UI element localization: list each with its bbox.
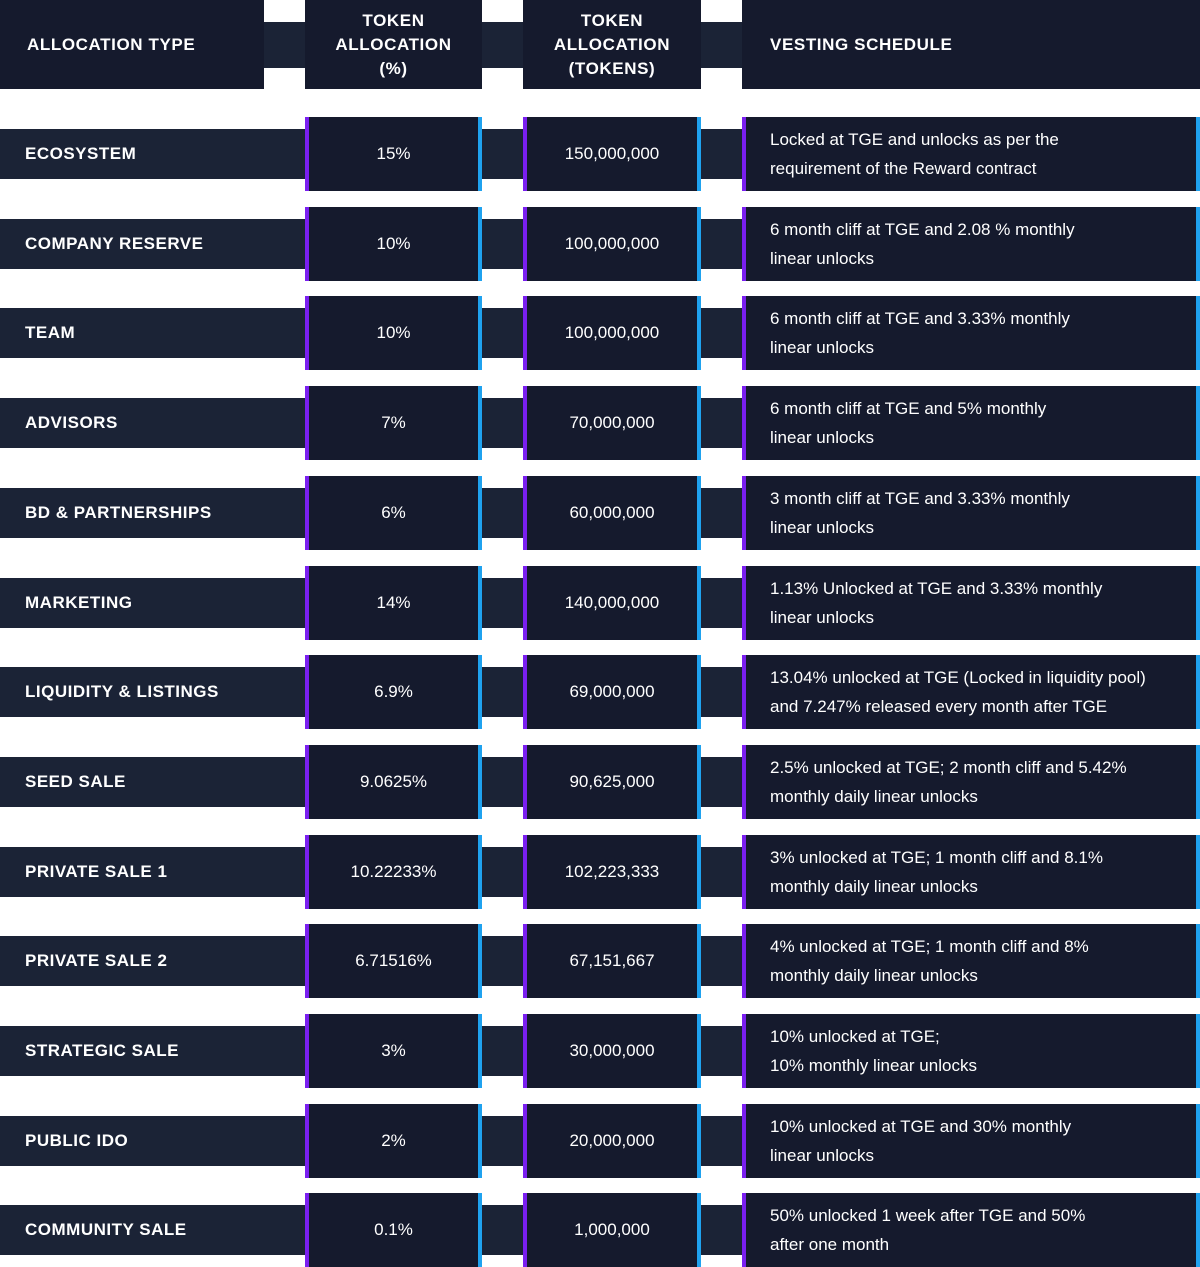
- vesting-schedule-text: 1.13% Unlocked at TGE and 3.33% monthly linear unlocks: [770, 579, 1103, 627]
- allocation-type-label: STRATEGIC SALE: [25, 1041, 180, 1060]
- token-count-value: 102,223,333: [564, 862, 660, 881]
- allocation-type-label: BD & PARTNERSHIPS: [25, 503, 212, 522]
- token-percent-value: 10.22233%: [350, 862, 437, 881]
- allocation-type-label: MARKETING: [25, 593, 133, 612]
- vesting-schedule-text: 6 month cliff at TGE and 3.33% monthly linear unlocks: [770, 309, 1070, 357]
- vesting-schedule-text: 10% unlocked at TGE and 30% monthly linear unlocks: [770, 1117, 1072, 1165]
- token-percent-value: 6%: [381, 503, 406, 522]
- vesting-schedule-text: 4% unlocked at TGE; 1 month cliff and 8% monthly daily linear unlocks: [770, 937, 1089, 985]
- token-percent-value: 2%: [381, 1131, 406, 1150]
- allocation-type-label: PUBLIC IDO: [25, 1131, 129, 1150]
- header-vesting-schedule: VESTING SCHEDULE: [770, 34, 953, 54]
- header-token-count: TOKEN ALLOCATION (TOKENS): [553, 10, 671, 78]
- vesting-schedule-text: Locked at TGE and unlocks as per the requirement of the Reward contract: [770, 130, 1059, 178]
- allocation-type-label: COMMUNITY SALE: [25, 1220, 187, 1239]
- token-percent-value: 10%: [376, 323, 411, 342]
- token-count-value: 100,000,000: [564, 323, 660, 342]
- allocation-type-label: TEAM: [25, 323, 76, 342]
- header-allocation-type: ALLOCATION TYPE: [27, 34, 196, 54]
- token-count-value: 69,000,000: [569, 682, 655, 701]
- token-count-value: 150,000,000: [564, 144, 660, 163]
- token-percent-value: 15%: [376, 144, 411, 163]
- token-percent-value: 6.9%: [374, 682, 413, 701]
- vesting-schedule-text: 3% unlocked at TGE; 1 month cliff and 8.1% monthly daily linear unlocks: [770, 848, 1103, 896]
- token-count-value: 70,000,000: [569, 413, 655, 432]
- allocation-type-label: PRIVATE SALE 1: [25, 862, 168, 881]
- token-percent-value: 0.1%: [374, 1220, 413, 1239]
- vesting-schedule-text: 10% unlocked at TGE; 10% monthly linear unlocks: [770, 1027, 977, 1075]
- allocation-type-label: SEED SALE: [25, 772, 126, 791]
- vesting-schedule-text: 13.04% unlocked at TGE (Locked in liquidity pool) and 7.247% released every month after TGE: [770, 668, 1146, 716]
- token-percent-value: 3%: [381, 1041, 406, 1060]
- token-count-value: 60,000,000: [569, 503, 655, 522]
- token-count-value: 100,000,000: [564, 234, 660, 253]
- header-token-percent: TOKEN ALLOCATION (%): [335, 10, 452, 78]
- vesting-schedule-text: 2.5% unlocked at TGE; 2 month cliff and 5.42% monthly daily linear unlocks: [770, 758, 1127, 806]
- token-percent-value: 6.71516%: [355, 951, 432, 970]
- token-count-value: 90,625,000: [569, 772, 655, 791]
- vesting-schedule-text: 50% unlocked 1 week after TGE and 50% after one month: [770, 1206, 1086, 1254]
- vesting-schedule-text: 6 month cliff at TGE and 2.08 % monthly linear unlocks: [770, 220, 1075, 268]
- token-count-value: 30,000,000: [569, 1041, 655, 1060]
- allocation-type-label: PRIVATE SALE 2: [25, 951, 168, 970]
- token-percent-value: 9.0625%: [359, 772, 428, 791]
- token-count-value: 140,000,000: [564, 593, 660, 612]
- token-percent-value: 10%: [376, 234, 411, 253]
- allocation-type-label: LIQUIDITY & LISTINGS: [25, 682, 219, 701]
- vesting-schedule-text: 3 month cliff at TGE and 3.33% monthly linear unlocks: [770, 489, 1070, 537]
- token-percent-value: 14%: [376, 593, 411, 612]
- token-count-value: 1,000,000: [574, 1220, 650, 1239]
- allocation-type-label: ECOSYSTEM: [25, 144, 137, 163]
- vesting-schedule-text: 6 month cliff at TGE and 5% monthly linear unlocks: [770, 399, 1047, 447]
- token-percent-value: 7%: [381, 413, 406, 432]
- allocation-type-label: ADVISORS: [25, 413, 118, 432]
- token-count-value: 67,151,667: [569, 951, 655, 970]
- token-count-value: 20,000,000: [569, 1131, 655, 1150]
- allocation-type-label: COMPANY RESERVE: [25, 234, 204, 253]
